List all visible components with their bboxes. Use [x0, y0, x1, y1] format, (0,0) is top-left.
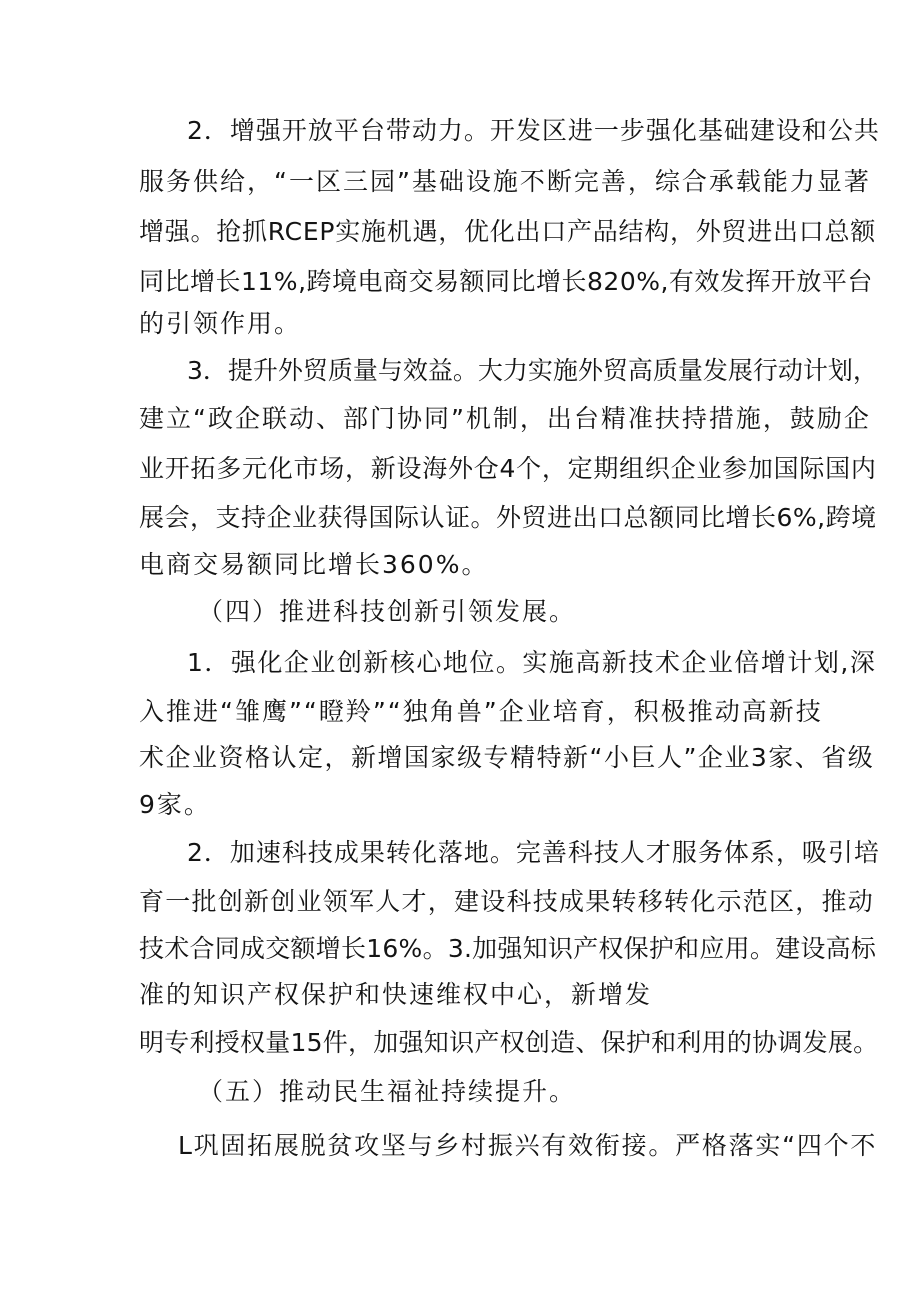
paragraph-2-line-3: 增强。抢抓RCEP实施机遇，优化出口产品结构，外贸进出口总额 — [139, 217, 876, 246]
section-heading-5: （五）推动民生福祉持续提升。 — [198, 1077, 577, 1106]
paragraph-3-line-1: 3．提升外贸质量与效益。大力实施外贸高质量发展行动计划， — [187, 356, 878, 385]
paragraph-2-line-2: 服务供给，“一区三园”基础设施不断完善，综合承载能力显著 — [139, 167, 871, 196]
section-heading-4: （四）推进科技创新引领发展。 — [198, 597, 577, 626]
paragraph-4-2-line-2: 育一批创新创业领军人才，建设科技成果转移转化示范区，推动 — [139, 887, 875, 916]
paragraph-2-line-5: 的引领作用。 — [139, 309, 302, 338]
paragraph-5-1-line-1: L巩固拓展脱贫攻坚与乡村振兴有效衔接。严格落实“四个不 — [178, 1131, 878, 1160]
paragraph-3-line-4: 展会，支持企业获得国际认证。外贸进出口总额同比增长6%,跨境 — [139, 503, 877, 532]
paragraph-2-line-1: 2．增强开放平台带动力。开发区进一步强化基础建设和公共 — [187, 116, 880, 145]
paragraph-4-2-line-4: 准的知识产权保护和快速维权中心，新增发 — [139, 980, 653, 1009]
paragraph-2-line-4: 同比增长11%,跨境电商交易额同比增长820%,有效发挥开放平台 — [139, 267, 873, 296]
paragraph-4-1-line-4: 9家。 — [139, 790, 211, 819]
paragraph-4-1-line-1: 1．强化企业创新核心地位。实施高新技术企业倍增计划,深 — [187, 648, 877, 677]
paragraph-3-line-2: 建立“政企联动、部门协同”机制，出台精准扶持措施，鼓励企 — [139, 404, 871, 433]
paragraph-3-line-3: 业开拓多元化市场，新设海外仓4个，定期组织企业参加国际国内 — [139, 454, 877, 483]
paragraph-4-2-line-3: 技术合同成交额增长16%。3.加强知识产权保护和应用。建设高标 — [139, 934, 877, 963]
paragraph-4-1-line-3: 术企业资格认定，新增国家级专精特新“小巨人”企业3家、省级 — [139, 743, 875, 772]
paragraph-4-1-line-2: 入推进“雏鹰”“瞪羚”“独角兽”企业培育，积极推动高新技 — [139, 697, 823, 726]
paragraph-4-2-line-5: 明专利授权量15件，加强知识产权创造、保护和利用的协调发展。 — [139, 1028, 879, 1057]
paragraph-3-line-5: 电商交易额同比增长360%。 — [139, 550, 489, 579]
paragraph-4-2-line-1: 2．加速科技成果转化落地。完善科技人才服务体系，吸引培 — [187, 838, 880, 867]
